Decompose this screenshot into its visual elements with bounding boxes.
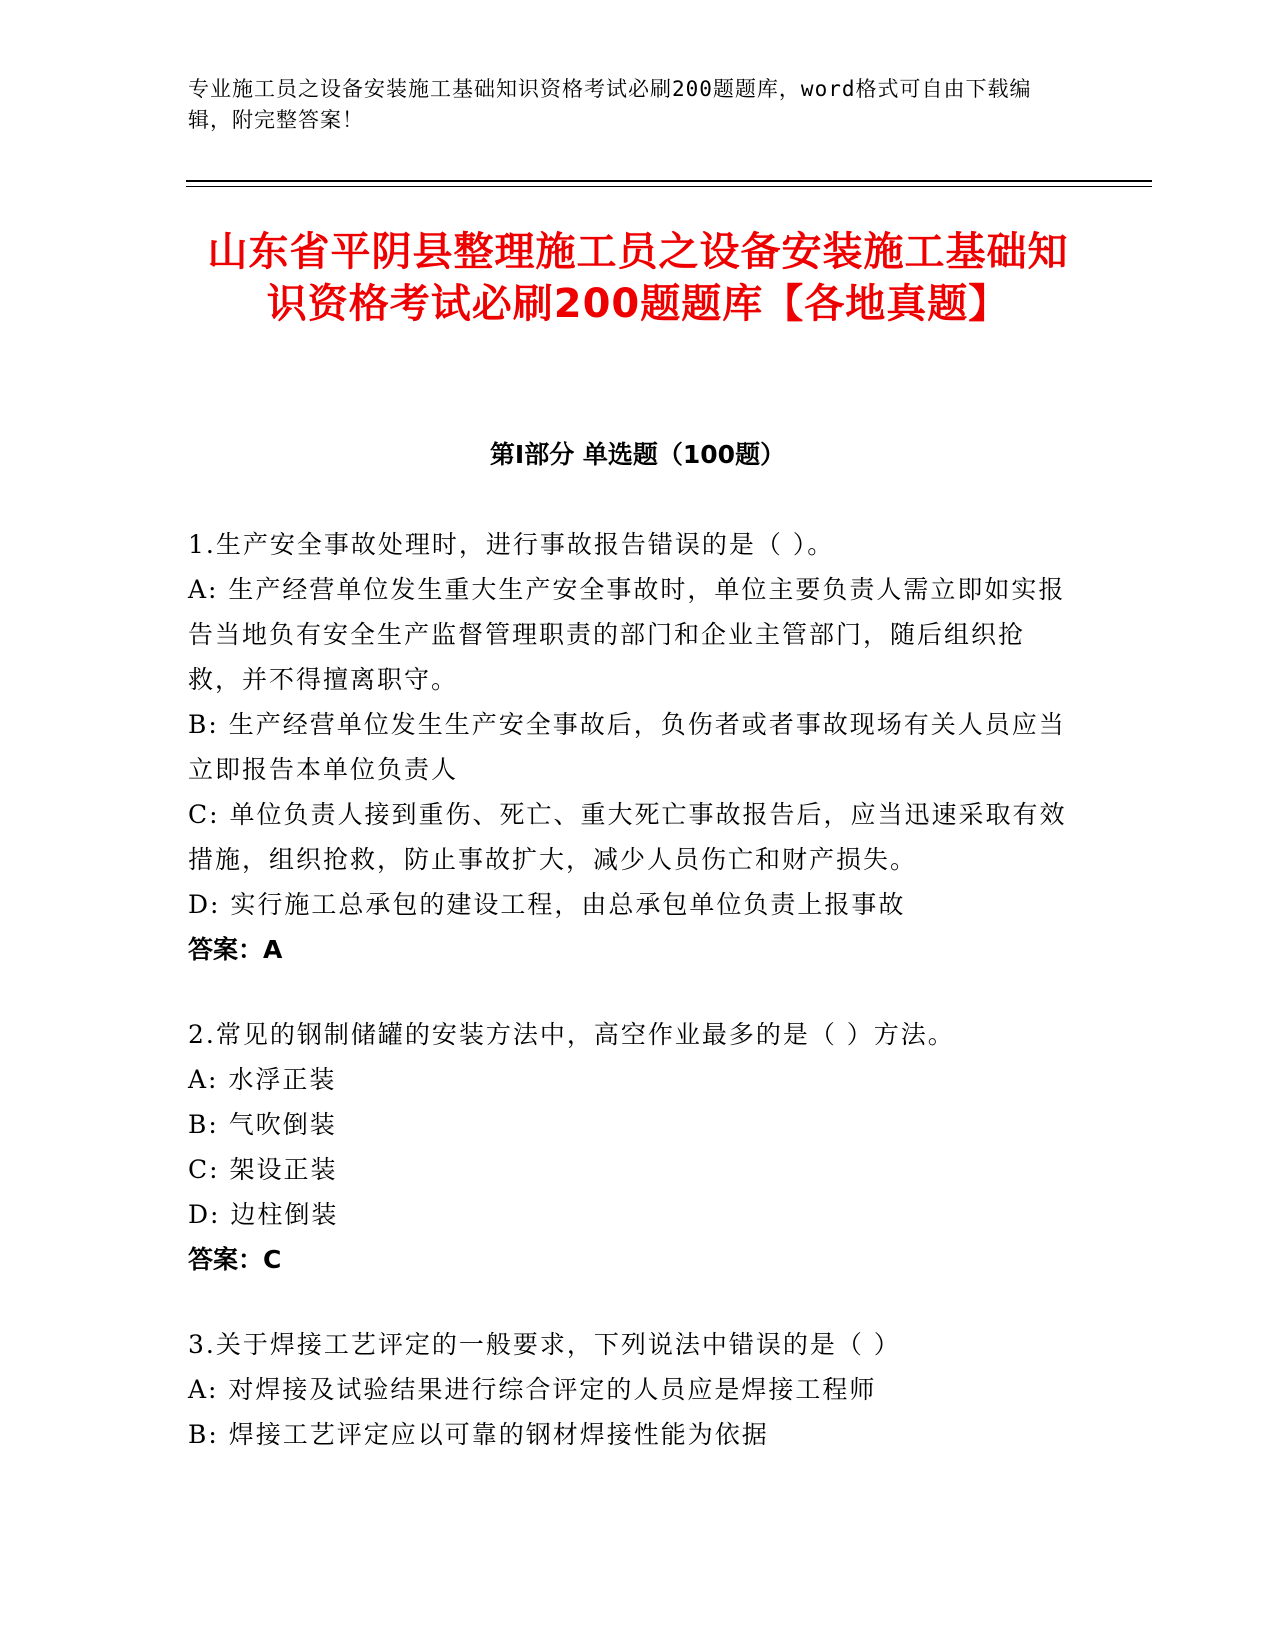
question-text: 1.生产安全事故处理时，进行事故报告错误的是（ ）。: [188, 530, 835, 559]
option-a: A: 水浮正装: [188, 1065, 337, 1094]
header-note: 专业施工员之设备安装施工基础知识资格考试必刷200题题库，word格式可自由下载编辑，附完整答案！: [188, 77, 1032, 132]
option-b: B: 焊接工艺评定应以可靠的钢材焊接性能为依据: [188, 1420, 769, 1449]
option-a: A: 生产经营单位发生重大生产安全事故时，单位主要负责人需立即如实报告当地负有安全生产监督管理职责的部门和企业主管部门，随后组织抢救，并不得擅离职守。: [188, 575, 1066, 694]
question-1: [188, 522, 1078, 972]
option-d: D: 实行施工总承包的建设工程，由总承包单位负责上报事故: [188, 890, 906, 919]
question-2: [188, 1012, 1078, 1282]
question-text: 3.关于焊接工艺评定的一般要求，下列说法中错误的是（ ）: [188, 1330, 901, 1359]
header-rule-thick: [186, 180, 1152, 182]
option-c: C: 架设正装: [188, 1155, 338, 1184]
question-3: [188, 1322, 1078, 1457]
question-list: [188, 522, 1078, 1497]
document-title: 山东省平阴县整理施工员之设备安装施工基础知识资格考试必刷200题题库【各地真题】: [207, 229, 1069, 327]
answer: 答案：C: [188, 1245, 282, 1274]
section-title: 第I部分 单选题（100题）: [489, 440, 786, 469]
question-text: 2.常见的钢制储罐的安装方法中，高空作业最多的是（ ）方法。: [188, 1020, 955, 1049]
option-b: B: 气吹倒装: [188, 1110, 337, 1139]
option-c: C: 单位负责人接到重伤、死亡、重大死亡事故报告后，应当迅速采取有效措施，组织抢救，防止事故扩大，减少人员伤亡和财产损失。: [188, 800, 1067, 874]
option-a: A: 对焊接及试验结果进行综合评定的人员应是焊接工程师: [188, 1375, 877, 1404]
option-d: D: 边柱倒装: [188, 1200, 339, 1229]
option-b: B: 生产经营单位发生生产安全事故后，负伤者或者事故现场有关人员应当立即报告本单位负责人: [188, 710, 1066, 784]
header-rule-thin: [186, 186, 1152, 187]
answer: 答案：A: [188, 935, 283, 964]
